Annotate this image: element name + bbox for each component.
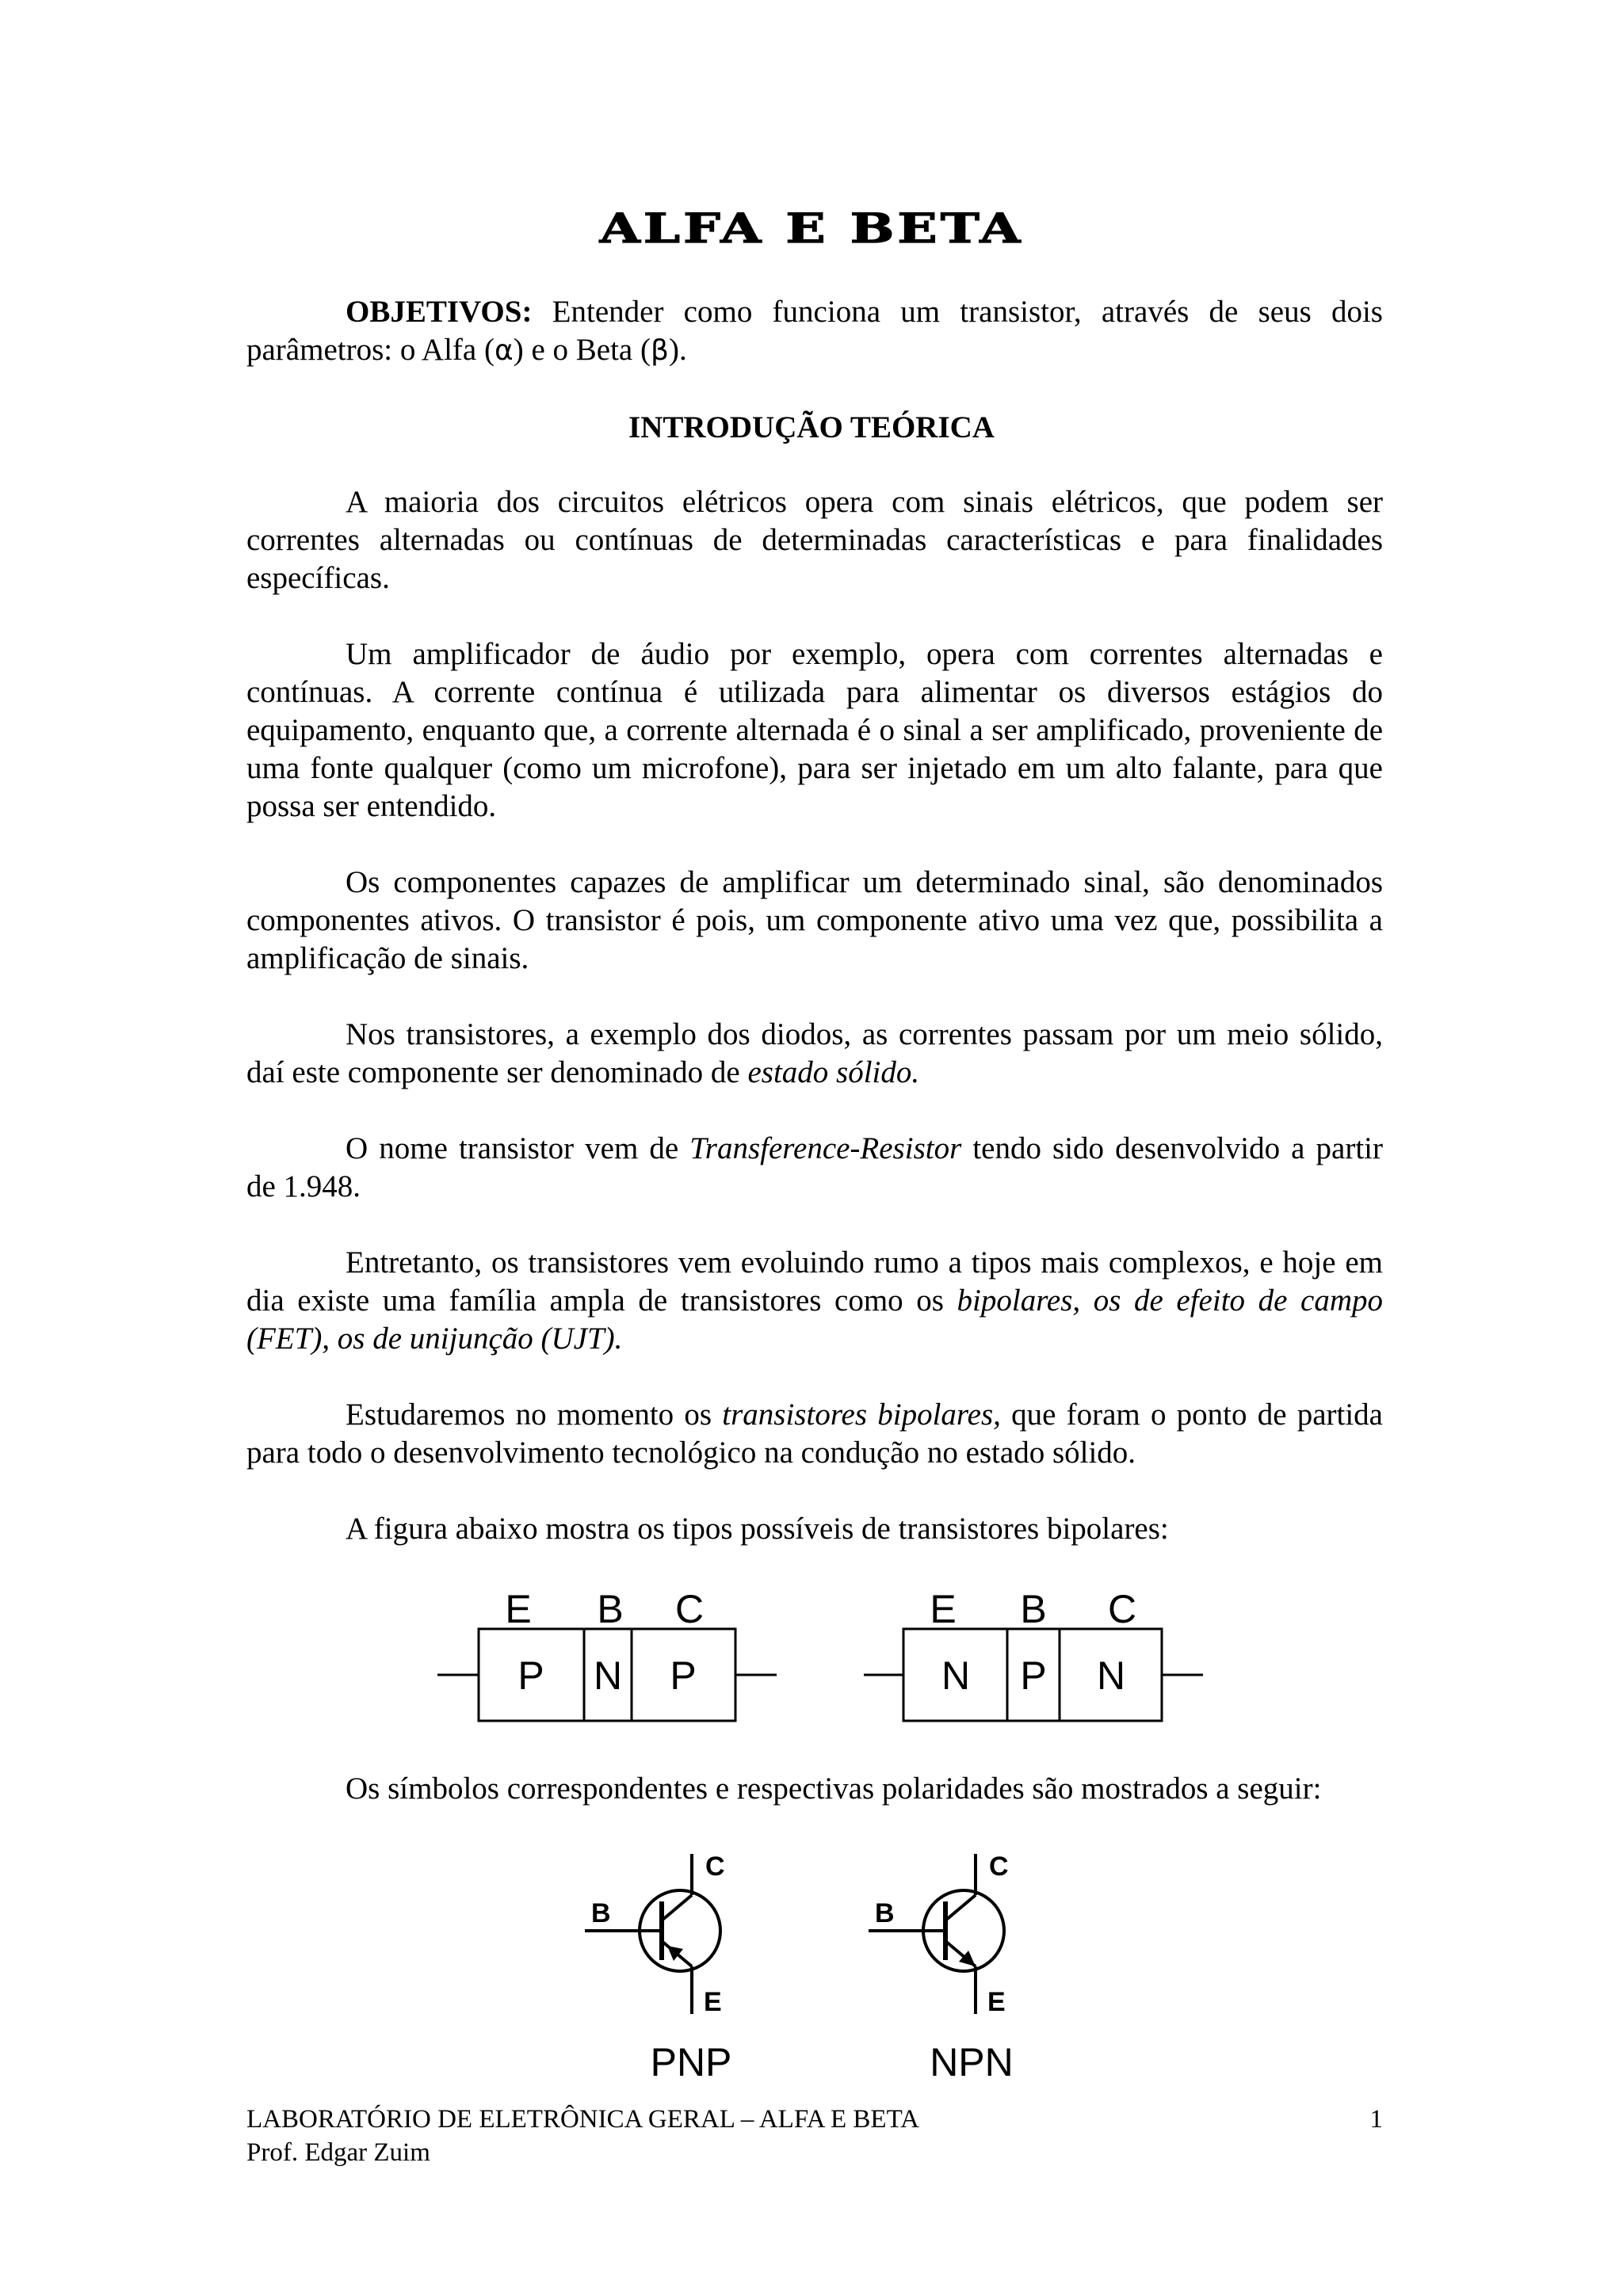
pnp-region-1: P: [517, 1653, 544, 1698]
paragraph-5-text-b: tendo sido desenvolvido a partir de 1.948.: [246, 1131, 1383, 1203]
npn-block-diagram: [864, 1587, 1203, 1721]
pnp-region-3: P: [670, 1653, 697, 1698]
npn-label-e: E: [930, 1587, 957, 1631]
npn-label-c: C: [1107, 1587, 1137, 1631]
pnp-symbol-c: C: [705, 1852, 725, 1882]
paragraph-6-emphasis: bipolares, os de efeito de campo (FET), os de unijunção (UJT).: [246, 1283, 1383, 1356]
npn-symbol-b: B: [875, 1898, 895, 1928]
npn-region-3: N: [1096, 1653, 1126, 1698]
npn-symbol: [869, 1852, 1014, 2084]
objectives-text-3: ).: [668, 333, 687, 367]
paragraph-7-text-a: Estudaremos no momento os: [346, 1398, 723, 1432]
objectives-text-2: ) e o Beta (: [513, 333, 651, 367]
paragraph-9-text: Os símbolos correspondentes e respectivas polaridades são mostrados a seguir:: [346, 1772, 1322, 1806]
paragraph-3: [246, 864, 1383, 978]
paragraph-5: [246, 1130, 1383, 1206]
paragraph-8-text: A figura abaixo mostra os tipos possíveis de transistores bipolares:: [346, 1512, 1169, 1546]
npn-region-2: P: [1020, 1653, 1047, 1698]
paragraph-1: [246, 483, 1383, 597]
beta-symbol: β: [650, 334, 669, 367]
paragraph-9: [246, 1770, 1383, 1808]
paragraph-6-text: Entretanto, os transistores vem evoluindo rumo a tipos mais complexos, e hoje em dia existe uma família ampla de transistores como os: [246, 1245, 1383, 1318]
page-number: 1: [1369, 2105, 1383, 2134]
alpha-symbol: α: [494, 334, 514, 367]
pnp-region-2: N: [593, 1653, 623, 1698]
pnp-symbol: [585, 1852, 731, 2084]
paragraph-7-text-b: que foram o ponto de partida para todo o desenvolvimento tecnológico na condução no estado sólido.: [246, 1398, 1383, 1470]
paragraph-2-text: Um amplificador de áudio por exemplo, opera com correntes alternadas e contínuas. A corrente contínua é utilizada para alimentar os diversos estágios do equipamento, enquanto que, a corrente alternada é o sinal a ser amplificado, proveniente de uma fonte qualquer (como um microfone), para ser injetado em um alto falante, para que possa ser entendido.: [246, 637, 1383, 823]
paragraph-7-emphasis: transistores bipolares,: [722, 1398, 1001, 1432]
npn-region-1: N: [941, 1653, 971, 1698]
transistor-blocks-figure: [428, 1575, 1220, 1737]
paragraph-5-text-a: O nome transistor vem de: [346, 1131, 690, 1165]
footer-author: Prof. Edgar Zuim: [246, 2138, 430, 2167]
npn-label-b: B: [1020, 1587, 1047, 1631]
paragraph-4-text: Nos transistores, a exemplo dos diodos, as correntes passam por um meio sólido, daí este componente ser denominado de: [246, 1017, 1383, 1089]
page-footer: [246, 2103, 1383, 2169]
pnp-label-b: B: [597, 1587, 624, 1631]
npn-symbol-c: C: [989, 1852, 1009, 1882]
paragraph-7: [246, 1396, 1383, 1472]
pnp-symbol-b: B: [591, 1898, 611, 1928]
objectives-label: OBJETIVOS:: [346, 295, 533, 329]
pnp-block-diagram: [437, 1587, 777, 1721]
paragraph-4-emphasis: estado sólido.: [747, 1055, 920, 1089]
transistor-symbols-figure: [571, 1838, 1062, 2096]
pnp-symbol-e: E: [704, 1987, 722, 2017]
pnp-symbol-name: PNP: [650, 2040, 732, 2084]
footer-course: LABORATÓRIO DE ELETRÔNICA GERAL – ALFA E BETA: [246, 2105, 919, 2134]
page-title: ALFA E BETA: [599, 204, 1024, 253]
paragraph-5-emphasis: Transference-Resistor: [689, 1131, 962, 1165]
npn-symbol-name: NPN: [930, 2040, 1014, 2084]
paragraph-4: [246, 1016, 1383, 1092]
paragraph-6: [246, 1244, 1383, 1358]
section-heading: INTRODUÇÃO TEÓRICA: [628, 410, 995, 444]
paragraph-2: [246, 635, 1383, 826]
objectives-text-1: Entender como funciona um transistor, através de seus dois parâmetros: o Alfa (: [246, 295, 1383, 367]
pnp-label-c: C: [674, 1587, 705, 1631]
pnp-label-e: E: [505, 1587, 532, 1631]
paragraph-3-text: Os componentes capazes de amplificar um determinado sinal, são denominados componentes ativos. O transistor é pois, um componente ativo uma vez que, possibilita a amplificação de sinais.: [246, 865, 1383, 975]
paragraph-8: [246, 1510, 1383, 1548]
npn-symbol-e: E: [987, 1987, 1006, 2017]
objectives-paragraph: [246, 293, 1383, 370]
paragraph-1-text: A maioria dos circuitos elétricos opera com sinais elétricos, que podem ser correntes alternadas ou contínuas de determinadas características e para finalidades específicas.: [246, 485, 1383, 595]
